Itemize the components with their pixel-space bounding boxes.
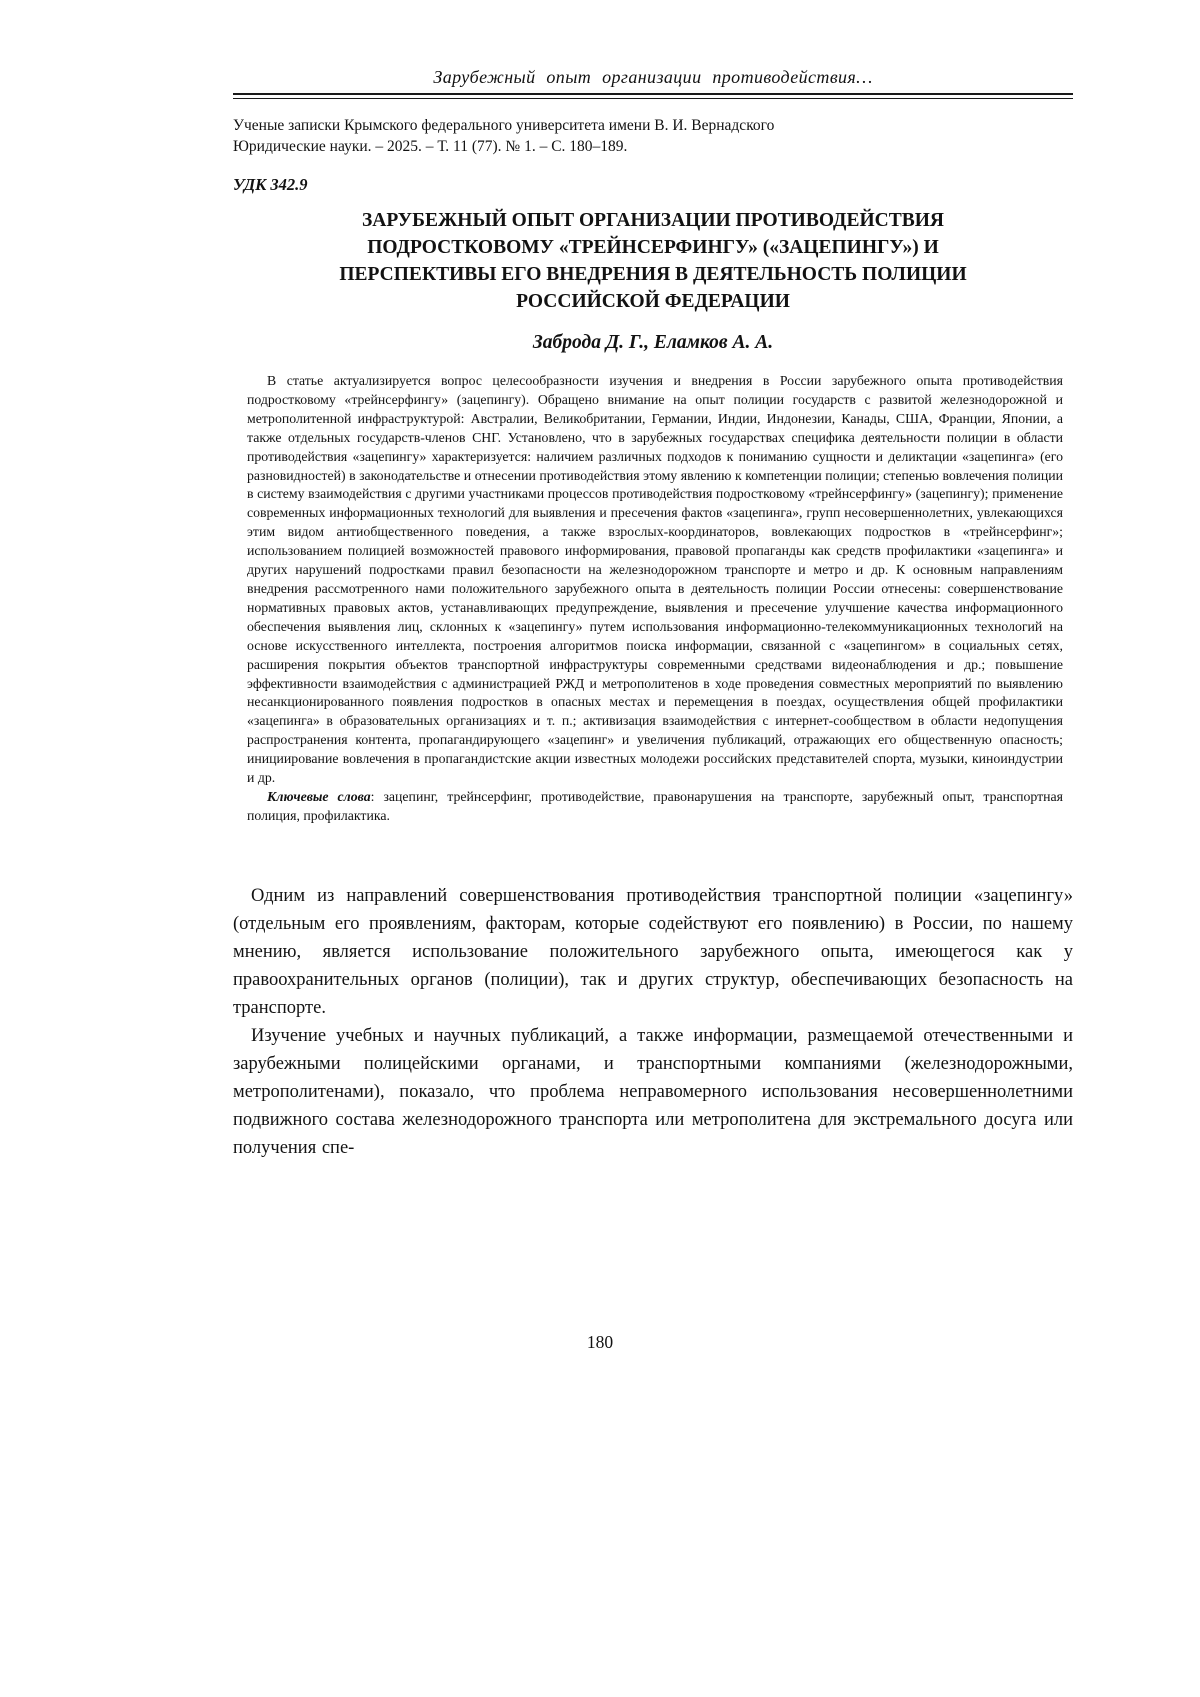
- running-head: Зарубежный опыт организации противодействия…: [433, 67, 873, 87]
- header-divider-rule: [233, 93, 1073, 99]
- page-number: 180: [586, 1332, 614, 1352]
- citation-line-1: Ученые записки Крымского федерального университета имени В. И. Вернадского: [233, 117, 775, 134]
- article-title-line-3: ПЕРСПЕКТИВЫ ЕГО ВНЕДРЕНИЯ В ДЕЯТЕЛЬНОСТЬ ПОЛИЦИИ: [339, 264, 967, 285]
- keywords-label: Ключевые слова: [267, 788, 371, 804]
- article-title-line-2: ПОДРОСТКОВОМУ «ТРЕЙНСЕРФИНГУ» («ЗАЦЕПИНГУ») И: [367, 237, 939, 258]
- keywords-line: [233, 788, 1073, 826]
- page-content-column: [233, 66, 1073, 1162]
- udc-code: УДК 342.9: [233, 175, 308, 194]
- article-title-line-4: РОССИЙСКОЙ ФЕДЕРАЦИИ: [516, 291, 790, 312]
- keywords-text: : зацепинг, трейнсерфинг, противодействие, правонарушения на транспорте, зарубежный опыт, транспортная полиция, профилактика.: [247, 788, 1064, 823]
- citation-block: [233, 116, 1073, 157]
- abstract-text: В статье актуализируется вопрос целесообразности изучения и внедрения в России зарубежного опыта противодействия подростковому «трейнсерфингу» (зацепингу). Обращено внимание на опыт полиции государств с развитой железнодорожной и метрополитенной инфраструктурой: Австралии, Великобритании, Германии, Индии, Индонезии, Канады, США, Франции, Японии, а также отдельных государств-членов СНГ. Установлено, что в зарубежных государствах специфика деятельности полиции в области противодействия «зацепингу» характеризуется: наличием различных подходов к пониманию сущности и деликтации «зацепинга» (его разновидностей) в законодательстве и отнесении противодействия этому явлению к компетенции полиции; степенью вовлечения полиции в систему взаимодействия с другими участниками процессов противодействия подростковому «трейнсерфингу» (зацепингу); применение современных информационных технологий для выявления и пресечения фактов «зацепинга», групп несовершеннолетних, увлекающихся этим видом антиобщественного поведения, а также взрослых-координаторов, вовлекающих подростков в «трейнсерфинг»; использованием полицией возможностей правового информирования, правовой пропаганды как средств профилактики «зацепинга» и других нарушений подростками правил безопасности на железнодорожном транспорте и метро и др. К основным направлениям внедрения рассмотренного нами положительного зарубежного опыта в деятельность полиции России отнесены: совершенствование нормативных правовых актов, устанавливающих предупреждение, выявления и пресечение улучшение качества информационного обеспечения выявления лиц, склонных к «зацепингу» путем использования информационно-телекоммуникационных технологий на основе искусственного интеллекта, построения алгоритмов поиска информации, связанной с «зацепингом» в социальных сетях, расширения покрытия объектов транспортной инфраструктуры современными средствами видеонаблюдения и др.; повышение эффективности взаимодействия с администрацией РЖД и метрополитенов в ходе проведения совместных мероприятий по выявлению несанкционированного появления подростков в опасных местах и перемещения в поездах, осуществления общей профилактики «зацепинга» в образовательных организациях и т. п.; активизация взаимодействия с интернет-сообществом в области недопущения распространения контента, пропагандирующего «зацепинг» и увеличения публикаций, отражающих его общественную опасность; инициирование вовлечения в пропагандистские акции известных молодежи российских представителей спорта, музыки, киноиндустрии и др.: [247, 373, 1063, 786]
- article-title-line-1: ЗАРУБЕЖНЫЙ ОПЫТ ОРГАНИЗАЦИИ ПРОТИВОДЕЙСТВИЯ: [362, 210, 944, 231]
- body-paragraph-1: Одним из направлений совершенствования противодействия транспортной полиции «зацепингу» (отдельным его проявлениям, факторам, которые содействуют его появлению) в России, по нашему мнению, является использование положительного зарубежного опыта, имеющегося как у правоохранительных органов (полиции), так и других структур, обеспечивающих безопасность на транспорте.: [233, 885, 1073, 1018]
- authors-line: Заброда Д. Г., Еламков А. А.: [532, 332, 774, 353]
- article-title: [233, 207, 1073, 315]
- body-paragraph-2: Изучение учебных и научных публикаций, а также информации, размещаемой отечественными и зарубежными полицейскими органами, и транспортными компаниями (железнодорожными, метрополитенами), показало, что проблема неправомерного использования несовершеннолетними подвижного состава железнодорожного транспорта или метрополитена для экстремального досуга или получения спе-: [233, 1025, 1073, 1158]
- citation-line-2: Юридические науки. – 2025. – Т. 11 (77). № 1. – С. 180–189.: [233, 137, 628, 155]
